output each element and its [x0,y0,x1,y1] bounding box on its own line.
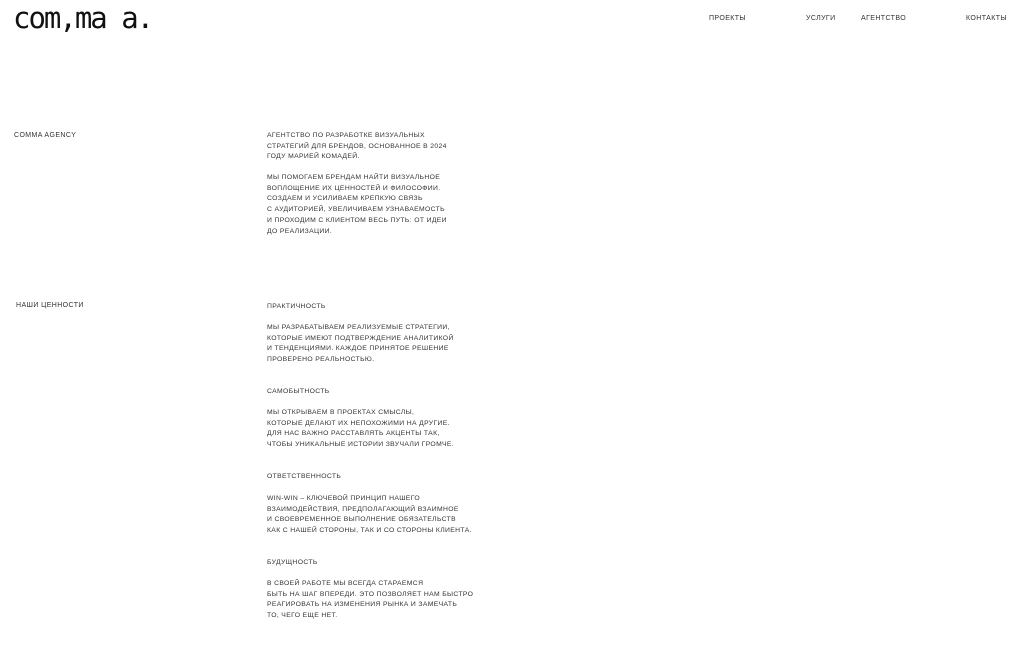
about-paragraph-1: АГЕНТСТВО ПО РАЗРАБОТКЕ ВИЗУАЛЬНЫХ СТРАТЕГИЙ ДЛЯ БРЕНДОВ, ОСНОВАННОЕ В 2024 ГОДУ МАРИЕЙ КОМАДЕЙ. [267,132,447,161]
nav-projects[interactable]: ПРОЕКТЫ [709,15,747,22]
value-title: САМОБЫТНОСТЬ [267,388,330,395]
value-title: БУДУЩНОСТЬ [267,559,318,566]
value-text: WIN-WIN – КЛЮЧЕВОЙ ПРИНЦИП НАШЕГО ВЗАИМОДЕЙСТВИЯ, ПРЕДПОЛАГАЮЩИЙ ВЗАИМНОЕ И СВОЕВРЕМЕННОЕ ВЫПОЛНЕНИЕ ОБЯЗАТЕЛЬСТВ КАК С НАШЕЙ СТОРОНЫ, ТАК И СО СТОРОНЫ КЛИЕНТА. [267,495,472,535]
value-text: МЫ ОТКРЫВАЕМ В ПРОЕКТАХ СМЫСЛЫ, КОТОРЫЕ ДЕЛАЮТ ИХ НЕПОХОЖИМИ НА ДРУГИЕ. ДЛЯ НАС ВАЖНО РАССТАВЛЯТЬ АКЦЕНТЫ ТАК, ЧТОБЫ УНИКАЛЬНЫЕ ИСТОРИИ ЗВУЧАЛИ ГРОМЧЕ. [267,409,455,449]
values-label: НАШИ ЦЕННОСТИ [16,302,84,309]
nav-contacts[interactable]: КОНТАКТЫ [966,15,1007,22]
about-paragraph-2: МЫ ПОМОГАЕМ БРЕНДАМ НАЙТИ ВИЗУАЛЬНОЕ ВОПЛОЩЕНИЕ ИХ ЦЕННОСТЕЙ И ФИЛОСОФИИ. СОЗДАЕМ И УСИЛИВАЕМ КРЕПКУЮ СВЯЗЬ С АУДИТОРИЕЙ, УВЕЛИЧИВАЕМ УЗНАВАЕМОСТЬ И ПРОХОДИМ С КЛИЕНТОМ ВЕСЬ ПУТЬ: ОТ ИДЕИ ДО РЕАЛИЗАЦИИ. [267,174,447,235]
value-title: ОТВЕТСТВЕННОСТЬ [267,473,342,480]
value-title: ПРАКТИЧНОСТЬ [267,303,326,310]
value-text: МЫ РАЗРАБАТЫВАЕМ РЕАЛИЗУЕМЫЕ СТРАТЕГИИ, КОТОРЫЕ ИМЕЮТ ПОДТВЕРЖДЕНИЕ АНАЛИТИКОЙ И ТЕНДЕНЦИЯМИ. КАЖДОЕ ПРИНЯТОЕ РЕШЕНИЕ ПРОВЕРЕНО РЕАЛЬНОСТЬЮ. [267,324,454,364]
logo[interactable]: com,ma a. [13,1,153,35]
value-text: В СВОЕЙ РАБОТЕ МЫ ВСЕГДА СТАРАЕМСЯ БЫТЬ НА ШАГ ВПЕРЕДИ. ЭТО ПОЗВОЛЯЕТ НАМ БЫСТРО РЕАГИРОВАТЬ НА ИЗМЕНЕНИЯ РЫНКА И ЗАМЕЧАТЬ ТО, ЧЕГО ЕЩЕ НЕТ. [267,580,474,620]
nav-services[interactable]: УСЛУГИ [806,15,836,22]
about-label: COMMA AGENCY [14,132,77,139]
nav-agency[interactable]: АГЕНТСТВО [861,15,907,22]
